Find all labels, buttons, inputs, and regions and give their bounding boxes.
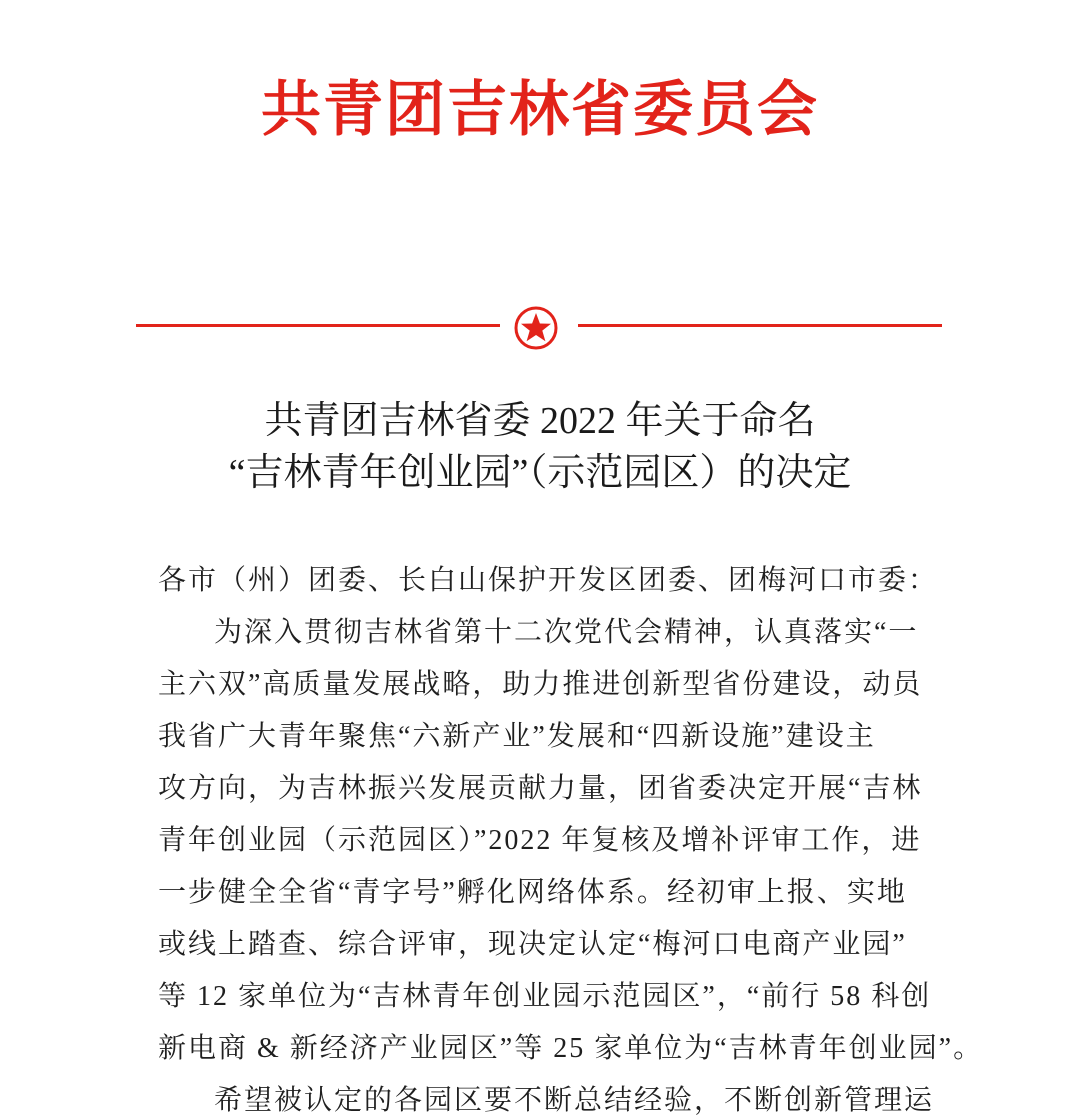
paragraph-1-line: 新电商 & 新经济产业园区”等 25 家单位为“吉林青年创业园”。 xyxy=(158,1033,984,1064)
paragraph-1-line: 我省广大青年聚焦“六新产业”发展和“四新设施”建设主 xyxy=(158,721,876,752)
divider-line-left xyxy=(136,324,500,327)
divider-line-right xyxy=(578,324,942,327)
paragraph-1-line: 攻方向，为吉林振兴发展贡献力量，团省委决定开展“吉林 xyxy=(158,773,923,804)
red-star-icon xyxy=(514,306,558,350)
document-title-line-1: 共青团吉林省委 2022 年关于命名 xyxy=(264,400,816,442)
document-title-line-2: “吉林青年创业园”（示范园区）的决定 xyxy=(228,452,852,494)
paragraph-1-line: 或线上踏查、综合评审，现决定认定“梅河口电商产业园” xyxy=(158,929,907,960)
paragraph-1-line: 青年创业园（示范园区）”2022 年复核及增补评审工作，进 xyxy=(158,825,922,856)
addressee-line: 各市（州）团委、长白山保护开发区团委、团梅河口市委： xyxy=(158,565,939,596)
masthead-org-name: 共青团吉林省委员会 xyxy=(261,75,819,145)
paragraph-2-line: 希望被认定的各园区要不断总结经验，不断创新管理运 xyxy=(214,1085,935,1116)
paragraph-1-line: 一步健全全省“青字号”孵化网络体系。经初审上报、实地 xyxy=(158,877,907,908)
paragraph-1-line: 等 12 家单位为“吉林青年创业园示范园区”，“前行 58 科创 xyxy=(158,981,932,1012)
paragraph-1-line: 为深入贯彻吉林省第十二次党代会精神，认真落实“一 xyxy=(214,617,919,648)
red-divider xyxy=(136,306,942,348)
paragraph-1-line: 主六双”高质量发展战略，助力推进创新型省份建设，动员 xyxy=(158,669,923,700)
